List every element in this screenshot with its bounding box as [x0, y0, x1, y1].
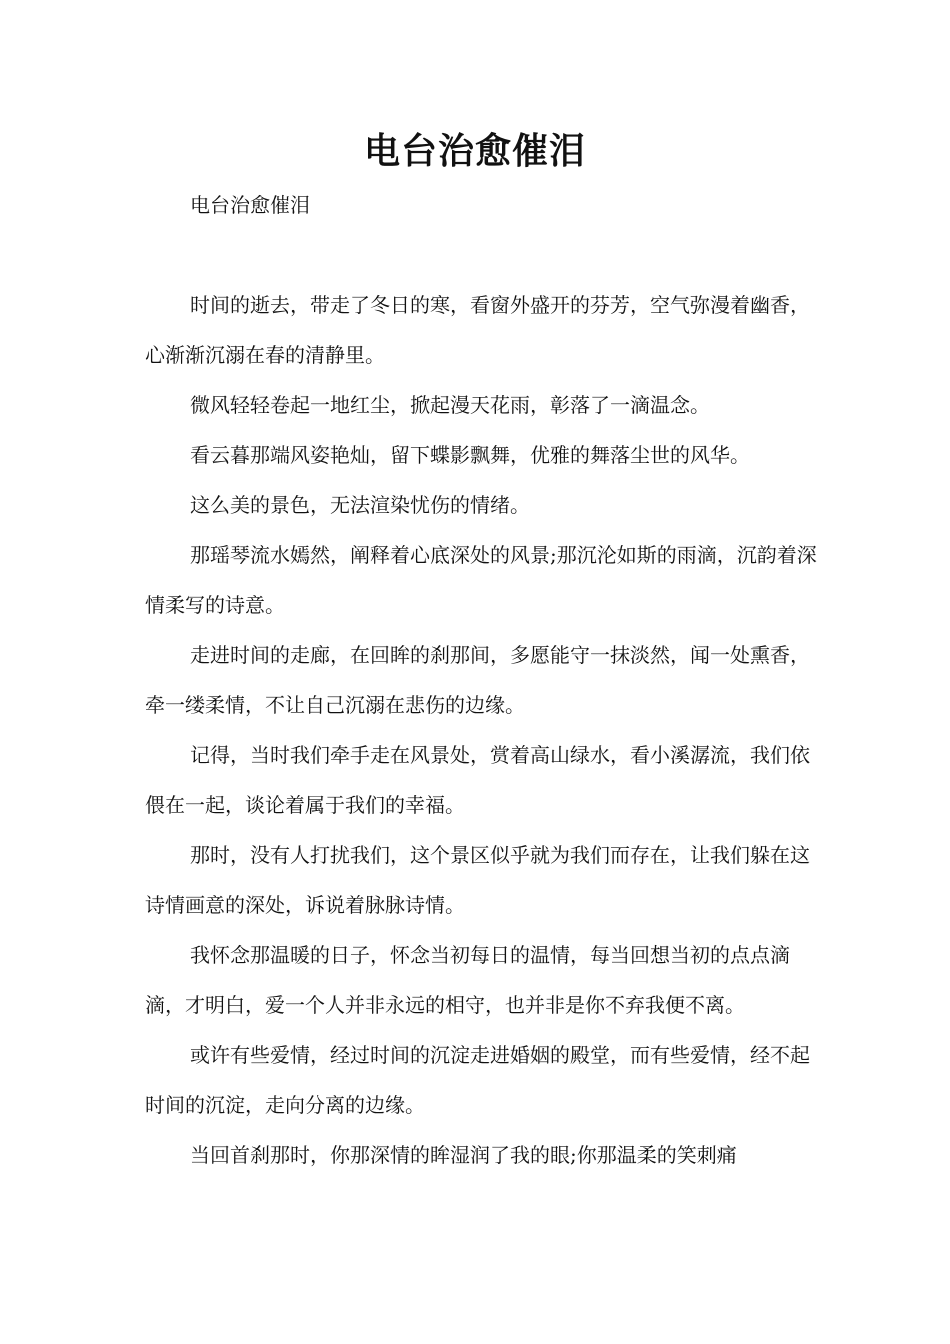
document-body [145, 180, 825, 1180]
paragraph-1: 时间的逝去，带走了冬日的寒，看窗外盛开的芬芳，空气弥漫着幽香，心渐渐沉溺在春的清静里。 [145, 293, 810, 367]
paragraph-11: 当回首刹那时，你那深情的眸湿润了我的眼;你那温柔的笑刺痛 [190, 1143, 737, 1167]
paragraph-3: 看云暮那端风姿艳灿，留下蝶影飘舞，优雅的舞落尘世的风华。 [190, 443, 750, 467]
paragraph-9: 我怀念那温暖的日子，怀念当初每日的温情，每当回想当初的点点滴滴，才明白，爱一个人并非永远的相守，也并非是你不弃我便不离。 [145, 943, 790, 1017]
paragraph-2: 微风轻轻卷起一地红尘，掀起漫天花雨，彰落了一滴温念。 [190, 393, 710, 417]
document-subtitle: 电台治愈催泪 [190, 193, 310, 217]
paragraph-4: 这么美的景色，无法渲染忧伤的情绪。 [190, 493, 530, 517]
paragraph-5: 那瑶琴流水嫣然，阐释着心底深处的风景;那沉沦如斯的雨滴，沉韵着深情柔写的诗意。 [145, 543, 817, 617]
document-title: 电台治愈催泪 [363, 131, 586, 172]
paragraph-10: 或许有些爱情，经过时间的沉淀走进婚姻的殿堂，而有些爱情，经不起时间的沉淀，走向分离的边缘。 [145, 1043, 810, 1117]
paragraph-8: 那时，没有人打扰我们，这个景区似乎就为我们而存在，让我们躲在这诗情画意的深处，诉说着脉脉诗情。 [145, 843, 810, 917]
paragraph-7: 记得，当时我们牵手走在风景处，赏着高山绿水，看小溪潺流，我们依偎在一起，谈论着属于我们的幸福。 [145, 743, 810, 817]
paragraph-6: 走进时间的走廊，在回眸的刹那间，多愿能守一抹淡然，闻一处熏香，牵一缕柔情，不让自己沉溺在悲伤的边缘。 [145, 643, 810, 717]
